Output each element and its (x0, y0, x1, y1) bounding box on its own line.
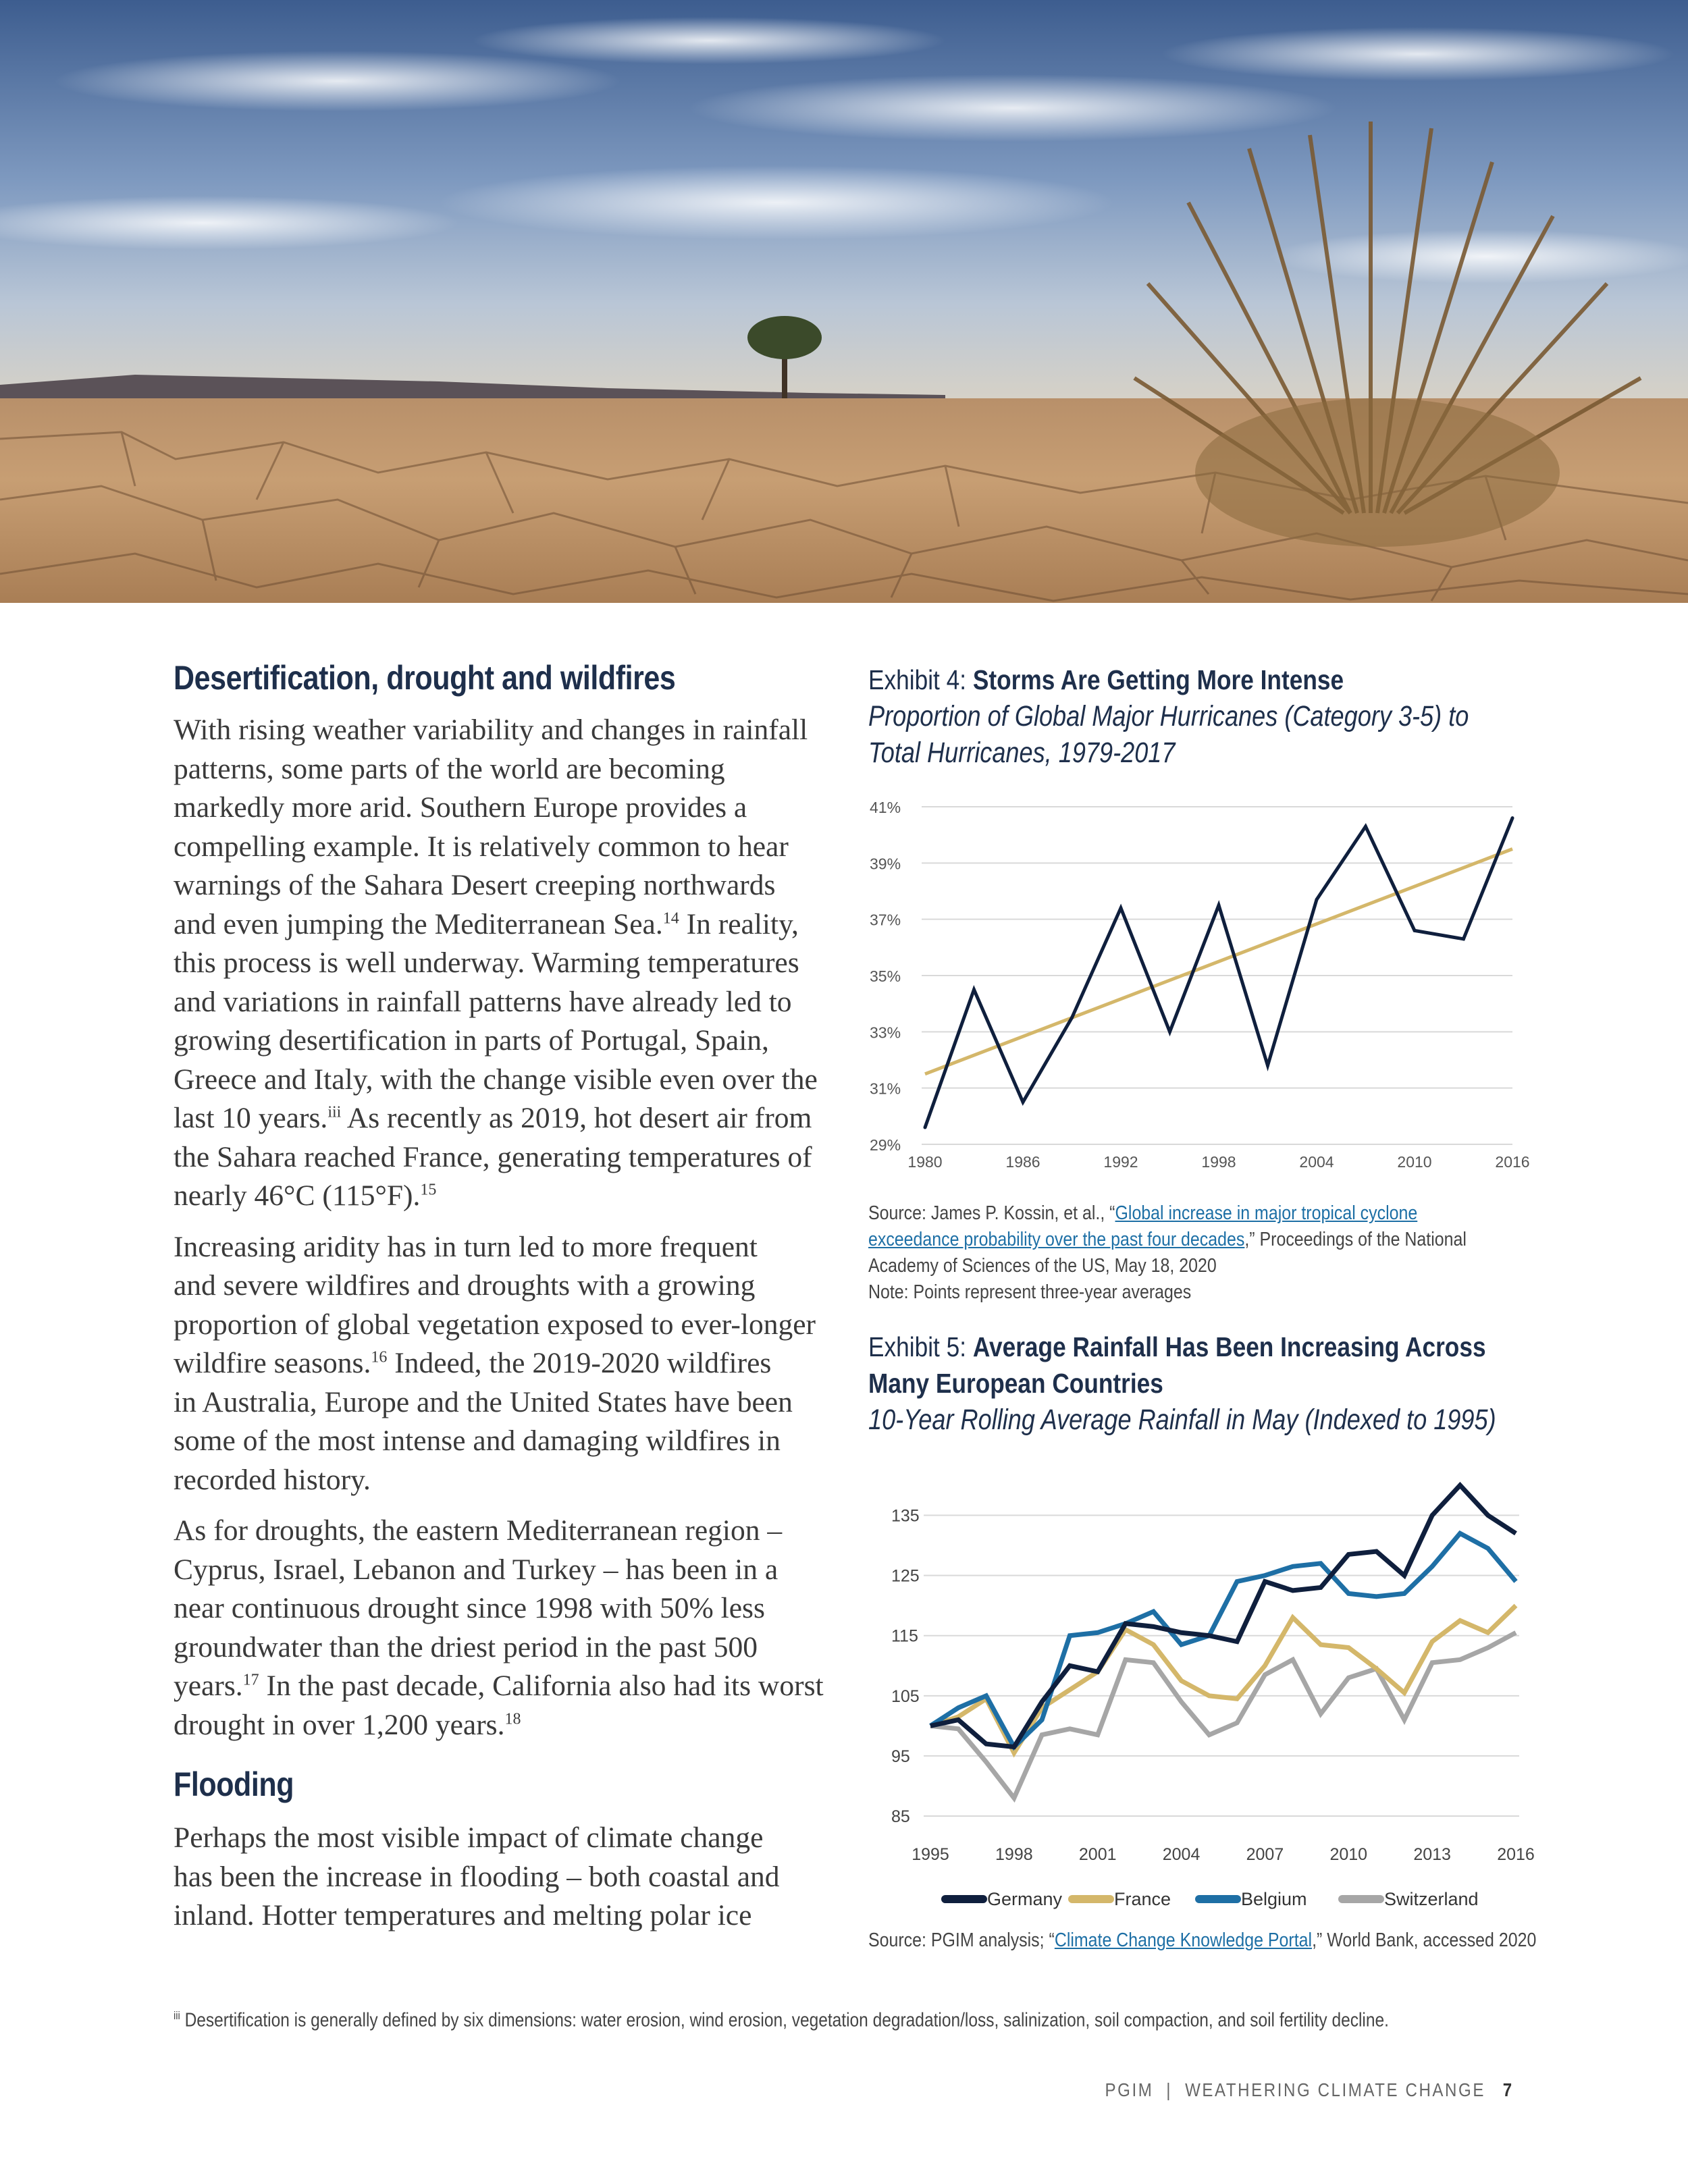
source-link-climate-portal[interactable]: Climate Change Knowledge Portal (1054, 1929, 1313, 1951)
x-tick-label: 1992 (1103, 1153, 1138, 1171)
exhibit-4-note: Note: Points represent three-year averages (868, 1281, 1192, 1303)
data-point (1022, 1100, 1025, 1104)
series-line-germany (930, 1485, 1516, 1747)
data-point (1315, 898, 1319, 901)
y-tick-label: 135 (891, 1506, 920, 1526)
exhibit-4-chart (858, 787, 1530, 1171)
exhibit-5-chart (858, 1458, 1535, 1917)
footer-doc-title: WEATHERING CLIMATE CHANGE (1185, 2079, 1486, 2100)
section-title-flooding: Flooding (174, 1765, 294, 1803)
x-tick-label: 1998 (995, 1845, 1033, 1864)
x-tick-label: 1986 (1005, 1153, 1040, 1171)
y-tick-label: 115 (891, 1626, 918, 1646)
y-tick-label: 33% (870, 1023, 901, 1042)
trend-line (925, 849, 1512, 1074)
data-point (1364, 825, 1367, 828)
section-title-desertification: Desertification, drought and wildfires (174, 659, 676, 697)
page-number: 7 (1503, 2079, 1514, 2100)
exhibit-5-subtitle: 10-Year Rolling Average Rainfall in May (Indexed to 1995) (868, 1404, 1496, 1436)
series-line-hurricanes (925, 818, 1512, 1127)
hero-image (0, 0, 1688, 603)
source-link-kossin-cont[interactable]: exceedance probability over the past four decades (868, 1229, 1245, 1250)
footnote-ref[interactable]: 16 (371, 1348, 388, 1366)
footnote: $^{iii}$ Desertification is generally defined by six dimensions: water erosion, wind erosion, vegetation degradation/loss, salinization, soil compaction, and soil fertility decline. (174, 2009, 1389, 2031)
x-tick-label: 2001 (1078, 1845, 1117, 1864)
x-tick-label: 2016 (1497, 1845, 1535, 1864)
paragraph-desertification: With rising weather variability and changes in rainfall patterns, some parts of the world are becoming markedly more arid. Southern Europe provides a compelling example. It is relatively common to hear warnings of the Sahara Desert creeping northwards and even jumping the Mediterranean Sea.$^{14}$ In reality, this process is well underway. Warming temperatures and variations in rainfall patterns have already led to growing desertification in parts of Portugal, Spain, Greece and Italy, with the change visible even over the last 10 years.$^{iii}$ As recently as 2019, hot desert air from the Sahara reached France, generating temperatures of nearly 46°C (115°F).$^{15}$ (174, 714, 818, 1212)
legend-label-belgium: Belgium (1241, 1889, 1307, 1909)
data-point (1266, 1064, 1269, 1067)
desert-landscape-image (0, 0, 1688, 603)
footnote-ref[interactable]: 14 (662, 909, 679, 927)
y-tick-label: 35% (870, 967, 901, 985)
footnote-ref[interactable]: 15 (420, 1181, 437, 1199)
footnote-marker: iii (174, 2009, 180, 2022)
footnote-ref[interactable]: iii (327, 1103, 342, 1121)
data-point (1413, 929, 1417, 932)
x-tick-label: 2013 (1413, 1845, 1451, 1864)
paragraph-droughts: As for droughts, the eastern Mediterranean region – Cyprus, Israel, Lebanon and Turkey – has been in a near continuous drought since 1998 with 50% less groundwater than the driest period in the past 500 years.$^{17}$ In the past decade, California also had its worst drought in over 1,200 years.$^{18}$ (174, 1514, 824, 1741)
exhibit-5 (868, 1329, 1516, 1438)
exhibit-5-source: Source: PGIM analysis; “Climate Change Knowledge Portal,” World Bank, accessed 2020 (868, 1929, 1537, 1951)
series-line-switzerland (930, 1632, 1516, 1798)
exhibit-4-source: Source: James P. Kossin, et al., “Global increase in major tropical cyclone exceedance probability over the past four decades,” Proceedings of the National Academy of Sciences of the US, May 18, 2020 Note: Points represent three-year averages (868, 1202, 1467, 1303)
data-point (1119, 907, 1123, 910)
exhibit-4-subtitle: Proportion of Global Major Hurricanes (Category 3-5) to Total Hurricanes, 1979-2017 (868, 700, 1469, 769)
exhibit-4-title: Exhibit 4: Storms Are Getting More Intense (868, 664, 1344, 695)
y-tick-label: 31% (870, 1080, 901, 1098)
y-tick-label: 29% (870, 1136, 901, 1154)
y-tick-label: 37% (870, 911, 901, 929)
source-link-kossin[interactable]: Global increase in major tropical cyclone (1115, 1202, 1418, 1224)
exhibit-4 (868, 662, 1516, 771)
footnote-ref[interactable]: 17 (242, 1671, 259, 1689)
legend-label-germany: Germany (987, 1889, 1063, 1909)
x-tick-label: 2004 (1162, 1845, 1201, 1864)
y-tick-label: 39% (870, 855, 901, 873)
y-tick-label: 125 (891, 1566, 920, 1586)
footnote-ref[interactable]: 18 (504, 1710, 521, 1728)
data-point (1511, 816, 1514, 820)
paragraph-flooding: Perhaps the most visible impact of climate change has been the increase in flooding – both coastal and inland. Hotter temperatures and melting polar ice (174, 1821, 780, 1932)
x-tick-label: 2016 (1495, 1153, 1530, 1171)
x-tick-label: 2010 (1397, 1153, 1432, 1171)
data-point (924, 1126, 927, 1129)
data-point (1217, 903, 1221, 907)
legend-label-switzerland: Switzerland (1384, 1889, 1479, 1909)
data-point (1070, 1016, 1074, 1019)
x-tick-label: 2007 (1246, 1845, 1284, 1864)
x-tick-label: 2004 (1299, 1153, 1334, 1171)
y-tick-label: 105 (891, 1686, 920, 1706)
x-tick-label: 1995 (912, 1845, 949, 1864)
x-tick-label: 1998 (1201, 1153, 1236, 1171)
y-tick-label: 41% (870, 799, 901, 816)
footer-brand: PGIM (1105, 2079, 1154, 2100)
paragraph-wildfires: Increasing aridity has in turn led to more frequent and severe wildfires and droughts with a growing proportion of global vegetation exposed to ever-longer wildfire seasons.$^{16}$ Indeed, the 2019-2020 wildfires in Australia, Europe and the United States have been some of the most intense and damaging wildfires in recorded history. (174, 1230, 816, 1496)
x-tick-label: 2010 (1329, 1845, 1368, 1864)
legend-label-france: France (1114, 1889, 1171, 1909)
x-tick-label: 1980 (907, 1153, 943, 1171)
page-footer: PGIM | WEATHERING CLIMATE CHANGE 7 (1105, 2079, 1514, 2100)
exhibit-5-title: Exhibit 5: Average Rainfall Has Been Increasing Across Many European Countries (868, 1331, 1486, 1399)
data-point (1168, 1030, 1171, 1034)
data-point (1462, 937, 1465, 940)
article-left-column (174, 658, 828, 1936)
data-point (972, 988, 976, 991)
y-tick-label: 95 (891, 1747, 910, 1766)
y-tick-label: 85 (891, 1807, 910, 1826)
